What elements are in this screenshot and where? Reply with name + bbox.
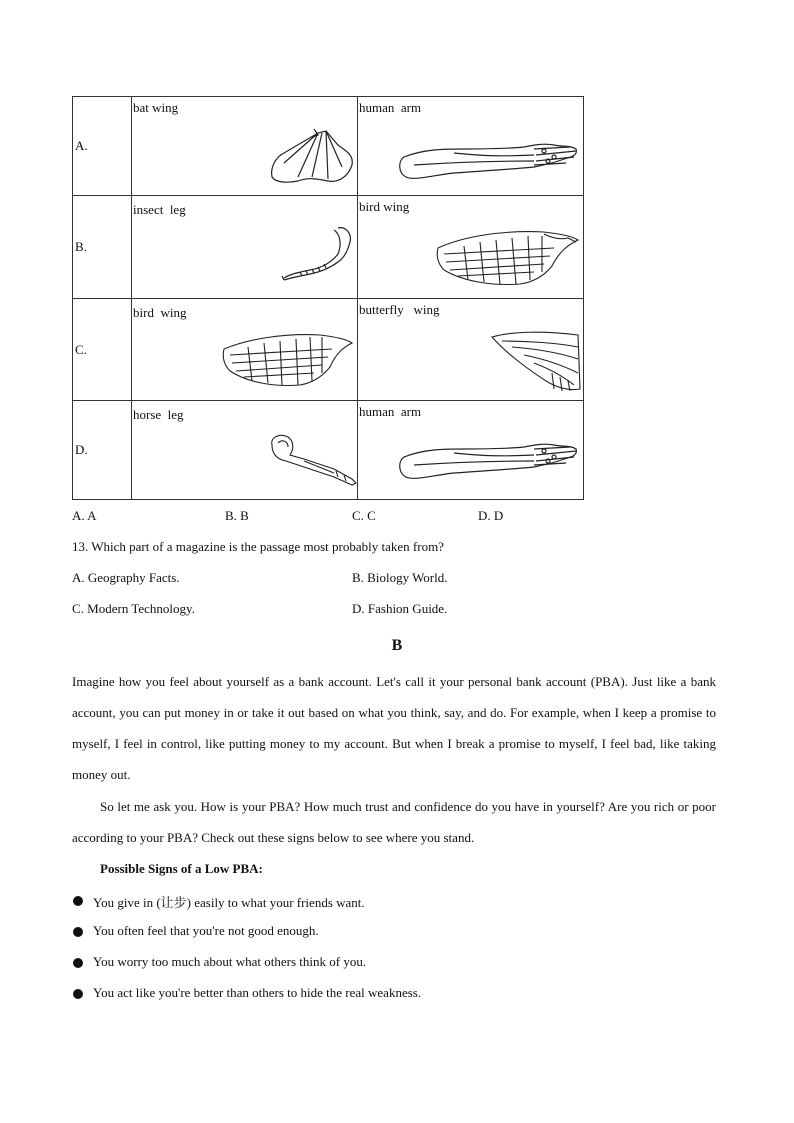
sign-item: You worry too much about what others think of you. [93,954,367,969]
option-c-right-cell [358,299,584,401]
option-a-label: A. [73,97,132,196]
butterfly-wing-label: butterfly wing [359,302,440,317]
bat-wing-label: bat wing [133,100,179,115]
bird-wing-image-c [220,329,356,389]
q13-stem: 13. Which part of a magazine is the passage most probably taken from? [72,539,444,554]
q12-choice-b[interactable]: B. B [225,508,249,523]
butterfly-wing-image [488,329,584,393]
bird-wing-label-c: bird wing [133,305,187,320]
human-arm-image [394,139,580,185]
bullet-dot-icon [73,896,83,906]
sign-item: You often feel that you're not good enough. [93,923,319,938]
option-a-left-cell [132,97,358,196]
insect-leg-image [280,224,360,284]
q13-choice-a[interactable]: A. Geography Facts. [72,570,180,585]
q12-choice-c[interactable]: C. C [352,508,376,523]
horse-leg-image [264,431,360,487]
bird-wing-label: bird wing [359,199,410,214]
option-a-right-cell [358,97,584,196]
insect-leg-label: insect leg [133,202,186,217]
q13-choice-c[interactable]: C. Modern Technology. [72,601,195,616]
section-b-heading: B [391,637,403,654]
q13-choice-d[interactable]: D. Fashion Guide. [352,601,448,616]
option-b-right-cell [358,196,584,299]
bat-wing-image [268,127,358,185]
option-c-left-cell [132,299,358,401]
options-table [72,96,584,500]
option-d-left-cell [132,401,358,500]
bullet-dot-icon [73,989,83,999]
option-d-label: D. [73,401,132,500]
sign-item: You give in (让步) easily to what your friends want. [93,895,365,910]
option-b-label: B. [73,196,132,299]
bullet-dot-icon [73,927,83,937]
human-arm-image-d [394,439,580,485]
section-b-paragraph-1: Imagine how you feel about yourself as a bank account. Let's call it your personal bank account (PBA). Just like a bank account, you can put money in or take it out based on what you think, say, and do. For example, when I keep a promise to myself, I feel in control, like putting money to my account. But when I break a promise to myself, I feel bad, like taking money out. [72,674,716,782]
q12-choice-d[interactable]: D. D [478,508,504,523]
q12-choice-a[interactable]: A. A [72,508,97,523]
option-d-right-cell [358,401,584,500]
signs-title: Possible Signs of a Low PBA: [100,861,263,876]
q13-choice-b[interactable]: B. Biology World. [352,570,448,585]
bullet-dot-icon [73,958,83,968]
horse-leg-label: horse leg [133,407,184,422]
section-b-paragraph-2: So let me ask you. How is your PBA? How much trust and confidence do you have in yourself? Are you rich or poor according to your PBA? Check out these signs below to see where you stand. [72,799,716,845]
human-arm-label-d: human arm [359,404,422,419]
option-b-left-cell [132,196,358,299]
bird-wing-image [434,226,582,288]
human-arm-label: human arm [359,100,422,115]
option-c-label: C. [73,299,132,401]
sign-item: You act like you're better than others to hide the real weakness. [93,985,422,1000]
